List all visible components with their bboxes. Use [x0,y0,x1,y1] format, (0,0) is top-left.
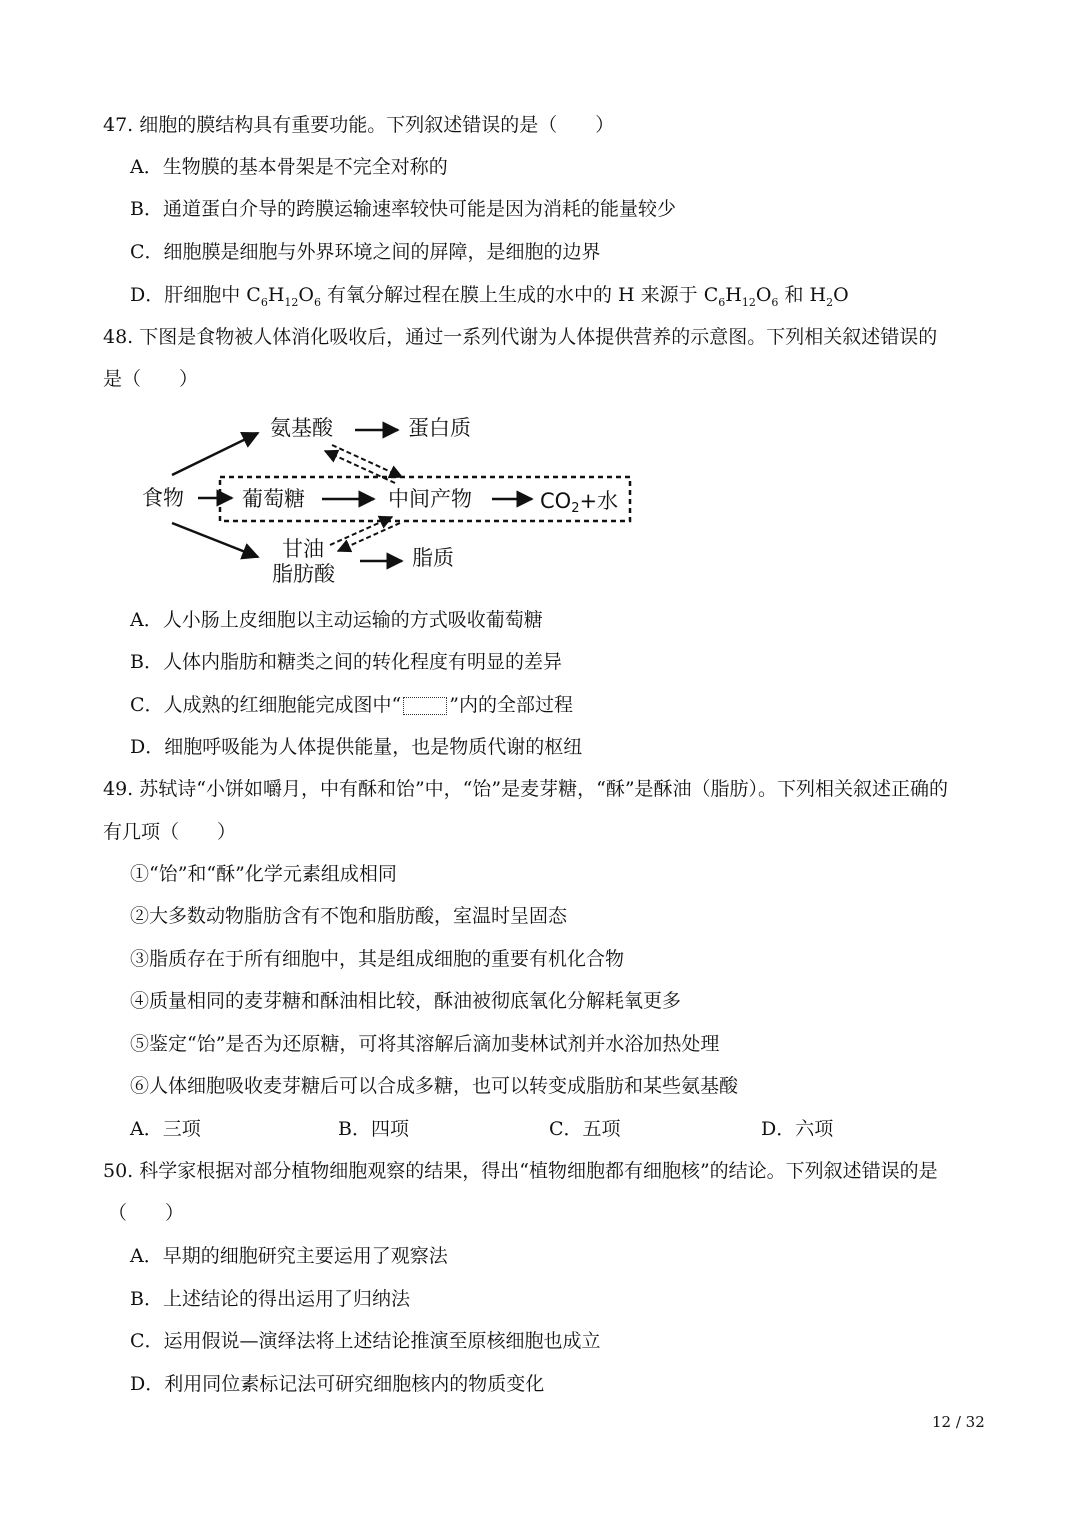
q49-item: ④质量相同的麦芽糖和酥油相比较，酥油被彻底氧化分解耗氧更多 [130,990,682,1012]
q47-option-d: D．肝细胞中 $C_6H_{12}O_6$ 有氧分解过程在膜上生成的水中的 H 来源于 $C_6H_{12}O_6$ 和 $H_2O$ [130,284,849,309]
q49-item: ③脂质存在于所有细胞中，其是组成细胞的重要有机化合物 [130,948,625,970]
q49-stem-line1: 49. 苏轼诗“小饼如嚼月，中有酥和饴”中，“饴”是麦芽糖，“酥”是酥油（脂肪）。下列相关叙述正确的 [103,778,949,800]
q47-stem: 47. 细胞的膜结构具有重要功能。下列叙述错误的是（ ） [103,114,615,136]
q48-option-b: B．人体内脂肪和糖类之间的转化程度有明显的差异 [130,651,562,673]
label-lipid: 脂质 [412,546,454,570]
q49-item: ⑥人体细胞吸收麦芽糖后可以合成多糖，也可以转变成脂肪和某些氨基酸 [130,1075,739,1097]
q49-option-b: B．四项 [338,1118,409,1140]
q47-option-a: A．生物膜的基本骨架是不完全对称的 [130,156,448,178]
label-glucose: 葡萄糖 [242,487,305,511]
page-number: 12 / 32 [932,1413,985,1431]
q49-item: ②大多数动物脂肪含有不饱和脂肪酸，室温时呈固态 [130,905,568,927]
q49-item: ⑤鉴定“饴”是否为还原糖，可将其溶解后滴加斐林试剂并水浴加热处理 [130,1033,720,1055]
q50-option-a: A．早期的细胞研究主要运用了观察法 [130,1245,448,1267]
q50-option-b: B．上述结论的得出运用了归纳法 [130,1288,410,1310]
q49-item: ①“饴”和“酥”化学元素组成相同 [130,863,397,885]
q49-option-a: A．三项 [130,1118,201,1140]
q49-stem-line2: 有几项（ ） [103,821,237,843]
arrow-food-glycerol [172,523,258,557]
label-intermediate: 中间产物 [388,487,472,511]
q48-option-c: C．人成熟的红细胞能完成图中“ ”内的全部过程 [130,694,573,716]
label-fatty-acid: 脂肪酸 [272,562,335,586]
q48-stem-line2: 是（ ） [103,368,199,390]
q49-option-c: C．五项 [549,1118,621,1140]
q49-option-d: D．六项 [761,1118,834,1140]
q50-stem-line2: （ ） [108,1202,185,1224]
metabolism-diagram [140,405,640,595]
q50-option-d: D．利用同位素标记法可研究细胞核内的物质变化 [130,1373,545,1395]
label-amino-acid: 氨基酸 [270,416,333,440]
q47-option-b: B．通道蛋白介导的跨膜运输速率较快可能是因为消耗的能量较少 [130,198,676,220]
label-protein: 蛋白质 [408,416,471,440]
label-food: 食物 [142,486,184,510]
q48-stem-line1: 48. 下图是食物被人体消化吸收后，通过一系列代谢为人体提供营养的示意图。下列相关叙述错误的 [103,326,938,348]
arrow-amino-intermediate [332,445,402,477]
label-glycerol: 甘油 [282,537,324,561]
arrow-food-amino [172,433,258,475]
label-co2-water: CO2+水 [540,489,619,516]
q48-option-d: D．细胞呼吸能为人体提供能量，也是物质代谢的枢纽 [130,736,583,758]
dashed-box-symbol [403,697,447,715]
q50-stem-line1: 50. 科学家根据对部分植物细胞观察的结果，得出“植物细胞都有细胞核”的结论。下列叙述错误的是 [103,1160,938,1182]
q47-option-c: C．细胞膜是细胞与外界环境之间的屏障，是细胞的边界 [130,241,601,263]
q50-option-c: C．运用假说—演绎法将上述结论推演至原核细胞也成立 [130,1330,601,1352]
q48-option-a: A．人小肠上皮细胞以主动运输的方式吸收葡萄糖 [130,609,543,631]
